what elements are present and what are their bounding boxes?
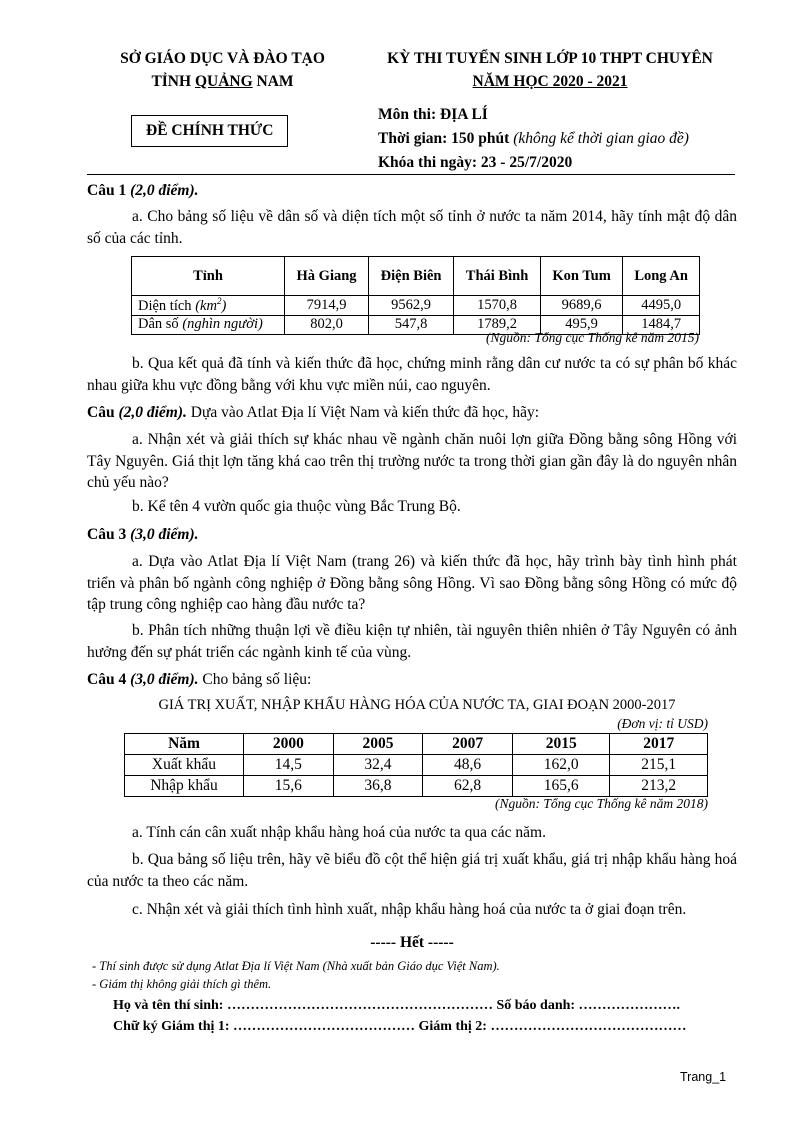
table-row: [132, 296, 700, 316]
candidate-info-line: Họ và tên thí sinh: ………………………………………………… Số báo danh: ………………….: [113, 998, 681, 1013]
table-corner: Tỉnh: [132, 257, 285, 296]
row-label-population: Dân số (nghìn người): [132, 315, 285, 334]
official-exam-badge: ĐỀ CHÍNH THỨC: [131, 115, 288, 147]
question-2-heading: [87, 402, 737, 423]
question-4b: [87, 849, 737, 892]
question-4b-text: b. Qua bảng số liệu trên, hãy vẽ biểu đồ cột thể hiện giá trị xuất khẩu, giá trị nhập khẩu hàng hoá của nước ta theo các năm.: [87, 851, 737, 890]
question-2a-text: a. Nhận xét và giải thích sự khác nhau về ngành chăn nuôi lợn giữa Đồng bằng sông Hồng với Tây Nguyên. Giá thịt lợn tăng khá cao trên thị trường nước ta trong thời gian gần đây là do nguyên nhân chủ yếu nào?: [87, 431, 737, 491]
question-2-points: (2,0 điểm).: [118, 404, 187, 421]
table-cell: 48,6: [423, 755, 513, 776]
table-cell: 15,6: [244, 776, 334, 797]
time-limit: Thời gian: 150 phút (không kể thời gian giao đề): [378, 130, 689, 147]
question-3b: [87, 620, 737, 663]
province-underlined: QUẢNG: [194, 73, 253, 90]
question-4c: [87, 899, 737, 921]
table-cell: 9562,9: [369, 296, 454, 316]
question-4-points: (3,0 điểm).: [130, 671, 199, 688]
question-2-intro: Dựa vào Atlat Địa lí Việt Nam và kiến thức đã học, hãy:: [186, 404, 540, 421]
question-1-points: (2,0 điểm).: [130, 182, 199, 199]
signature-block: [113, 995, 743, 1037]
question-2b-text: b. Kể tên 4 vườn quốc gia thuộc vùng Bắc Trung Bộ.: [132, 498, 461, 515]
time-limit-note: (không kể thời gian giao đề): [513, 130, 689, 147]
table-row: [125, 776, 708, 797]
exam-date: Khóa thi ngày: 23 - 25/7/2020: [378, 154, 573, 171]
question-1a-text: a. Cho bảng số liệu về dân số và diện tích một số tỉnh ở nước ta năm 2014, hãy tính mật độ dân số của các tỉnh.: [87, 208, 737, 247]
table-cell: 9689,6: [540, 296, 622, 316]
department-line-1: SỞ GIÁO DỤC VÀ ĐÀO TẠO: [120, 50, 325, 67]
question-2-label: Câu: [87, 404, 115, 421]
question-4a: [87, 822, 737, 844]
question-1-heading: [87, 180, 199, 201]
table-2-unit: (Đơn vị: tỉ USD): [617, 716, 708, 731]
table-cell: 1484,7: [623, 315, 700, 334]
end-marker: ----- Hết -----: [370, 934, 454, 951]
column-header: 2000: [244, 734, 334, 755]
exam-info: [378, 103, 689, 175]
row-label-import: Nhập khẩu: [125, 776, 244, 797]
question-1a: [87, 206, 737, 249]
population-area-table: [131, 256, 700, 335]
column-header: 2005: [333, 734, 423, 755]
table-cell: 215,1: [610, 755, 708, 776]
table-cell: 213,2: [610, 776, 708, 797]
export-import-table: [124, 733, 708, 797]
question-3-heading: [87, 524, 199, 545]
question-4-intro: Cho bảng số liệu:: [198, 671, 312, 688]
header-divider: [87, 174, 735, 175]
supervisor-signature-line: Chữ ký Giám thị 1: ………………………………… Giám thị 2: ……………………………………: [113, 1019, 687, 1034]
question-3a-text: a. Dựa vào Atlat Địa lí Việt Nam (trang 26) và kiến thức đã học, hãy trình bày tình hình phát triển và phân bố ngành công nghiệp ở Đồng bằng sông Hồng. Vì sao Đồng bằng sông Hồng có mức độ tập trung công nghiệp cao hàng đầu nước ta?: [87, 553, 737, 613]
question-4-heading: [87, 669, 311, 690]
table-cell: 162,0: [512, 755, 610, 776]
table-row: [125, 755, 708, 776]
table-cell: 32,4: [333, 755, 423, 776]
table-cell: 1789,2: [454, 315, 541, 334]
question-1-label: Câu 1: [87, 182, 127, 199]
table-corner: Năm: [125, 734, 244, 755]
question-3b-text: b. Phân tích những thuận lợi về điều kiện tự nhiên, tài nguyên thiên nhiên ở Tây Nguyên có ảnh hưởng đến sự phát triển các ngành kinh tế của vùng.: [87, 622, 737, 661]
table-2-source: (Nguồn: Tổng cục Thống kê năm 2018): [495, 796, 708, 811]
column-header: 2007: [423, 734, 513, 755]
column-header: 2017: [610, 734, 708, 755]
table-cell: 802,0: [285, 315, 369, 334]
column-header: Điện Biên: [369, 257, 454, 296]
question-1b-text: b. Qua kết quả đã tính và kiến thức đã học, chứng minh rằng dân cư nước ta có sự phân bố khác nhau giữa khu vực đồng bằng với khu vực miền núi, cao nguyên.: [87, 355, 737, 394]
column-header: Long An: [623, 257, 700, 296]
instruction-notes: [92, 957, 742, 993]
row-label-area: Diện tích $(km^2)$: [132, 296, 285, 316]
table-cell: 547,8: [369, 315, 454, 334]
column-header: Thái Bình: [454, 257, 541, 296]
column-header: 2015: [512, 734, 610, 755]
table-cell: 14,5: [244, 755, 334, 776]
table-header-row: [132, 257, 700, 296]
table-1-source: (Nguồn: Tổng cục Thống kê năm 2015): [486, 330, 699, 345]
exam-title-line-1: KỲ THI TUYỂN SINH LỚP 10 THPT CHUYÊN: [387, 50, 713, 67]
question-4-label: Câu 4: [87, 671, 127, 688]
question-4a-text: a. Tính cán cân xuất nhập khẩu hàng hoá của nước ta qua các năm.: [132, 824, 546, 841]
table-cell: 495,9: [540, 315, 622, 334]
table-cell: 62,8: [423, 776, 513, 797]
table-cell: 165,6: [512, 776, 610, 797]
exam-title-line-2: NĂM HỌC 2020 - 2021: [472, 73, 628, 90]
table-cell: 1570,8: [454, 296, 541, 316]
subject: Môn thi: ĐỊA LÍ: [378, 106, 488, 123]
column-header: Kon Tum: [540, 257, 622, 296]
question-1b: [87, 353, 737, 396]
question-3-label: Câu 3: [87, 526, 127, 543]
page-number: Trang_1: [680, 1070, 727, 1084]
table-cell: 4495,0: [623, 296, 700, 316]
note-atlas: - Thí sinh được sử dụng Atlat Địa lí Việt Nam (Nhà xuất bản Giáo dục Việt Nam).: [92, 959, 500, 973]
department-name: [100, 47, 345, 93]
column-header: Hà Giang: [285, 257, 369, 296]
department-line-2: TỈNH QUẢNG NAM: [151, 73, 294, 90]
table-2-title: GIÁ TRỊ XUẤT, NHẬP KHẨU HÀNG HÓA CỦA NƯỚC TA, GIAI ĐOẠN 2000-2017: [158, 697, 676, 713]
note-no-explanation: - Giám thị không giải thích gì thêm.: [92, 977, 272, 991]
question-3-points: (3,0 điểm).: [130, 526, 199, 543]
question-2b: [87, 496, 737, 518]
table-cell: 7914,9: [285, 296, 369, 316]
exam-title: [350, 47, 750, 93]
table-cell: 36,8: [333, 776, 423, 797]
question-4c-text: c. Nhận xét và giải thích tình hình xuất, nhập khẩu hàng hoá của nước ta ở giai đoạn trên.: [132, 901, 687, 918]
row-label-export: Xuất khẩu: [125, 755, 244, 776]
question-2a: [87, 429, 737, 494]
table-header-row: [125, 734, 708, 755]
question-3a: [87, 551, 737, 616]
